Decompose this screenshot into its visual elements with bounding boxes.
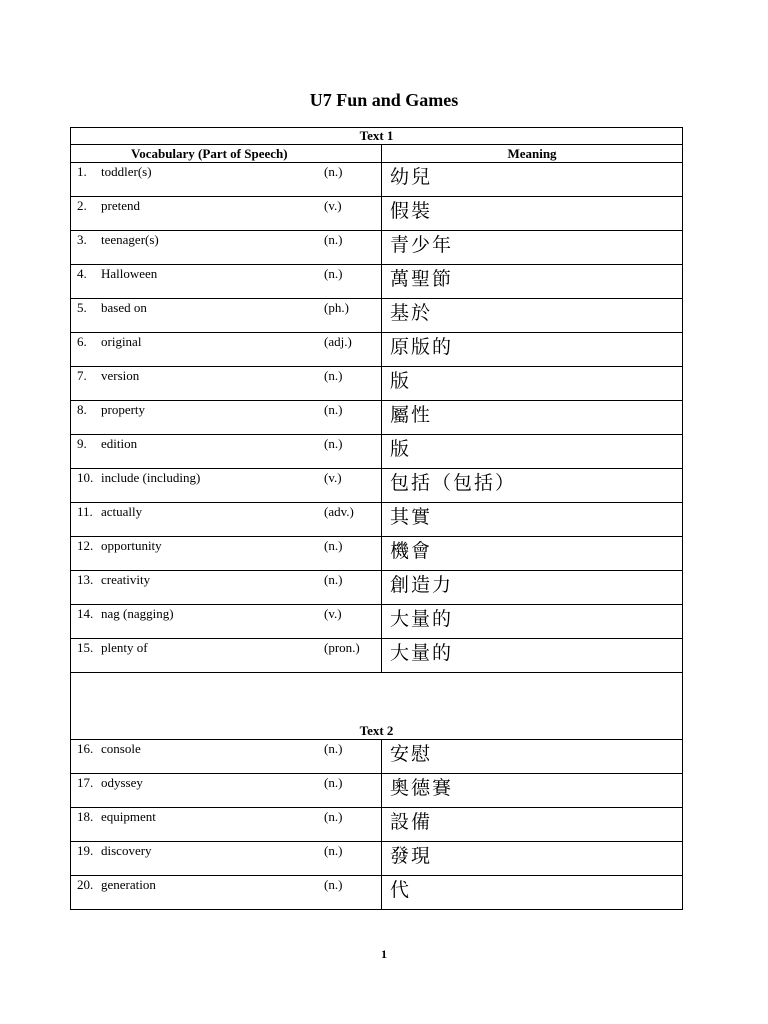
table-row — [71, 808, 683, 842]
vocabulary-cell — [71, 605, 382, 639]
vocabulary-word: pretend — [101, 198, 140, 213]
vocabulary-cell — [71, 367, 382, 401]
vocabulary-word: nag (nagging) — [101, 606, 174, 621]
vocabulary-cell — [71, 401, 382, 435]
meaning-cell — [382, 740, 683, 774]
item-number: 18. — [77, 809, 94, 824]
vocabulary-cell — [71, 299, 382, 333]
vocabulary-cell — [71, 537, 382, 571]
meaning-cell — [382, 299, 683, 333]
vocabulary-cell — [71, 265, 382, 299]
section-title: Text 2 — [71, 723, 683, 740]
table-row — [71, 842, 683, 876]
vocabulary-word: generation — [101, 877, 156, 892]
part-of-speech: (ph.) — [324, 300, 349, 315]
vocabulary-word: equipment — [101, 809, 156, 824]
meaning-cell — [382, 808, 683, 842]
item-number: 20. — [77, 877, 94, 892]
part-of-speech: (v.) — [324, 470, 342, 485]
item-number: 2. — [77, 198, 87, 213]
part-of-speech: (v.) — [324, 606, 342, 621]
part-of-speech: (adv.) — [324, 504, 354, 519]
part-of-speech: (pron.) — [324, 640, 360, 655]
section-header-row — [71, 128, 683, 145]
vocabulary-cell — [71, 740, 382, 774]
meaning-text: 機會 — [390, 540, 433, 562]
meaning-cell — [382, 639, 683, 673]
table-row — [71, 774, 683, 808]
part-of-speech: (adj.) — [324, 334, 352, 349]
meaning-text: 大量的 — [390, 608, 454, 630]
item-number: 9. — [77, 436, 87, 451]
vocabulary-word: discovery — [101, 843, 152, 858]
vocabulary-word: toddler(s) — [101, 164, 152, 179]
meaning-cell — [382, 774, 683, 808]
vocabulary-cell — [71, 163, 382, 197]
vocabulary-word: teenager(s) — [101, 232, 159, 247]
table-row — [71, 571, 683, 605]
table-row — [71, 605, 683, 639]
meaning-cell — [382, 503, 683, 537]
page-number: 1 — [381, 947, 387, 961]
meaning-cell — [382, 469, 683, 503]
vocabulary-word: Halloween — [101, 266, 158, 281]
part-of-speech: (n.) — [324, 877, 343, 892]
meaning-text: 假裝 — [390, 200, 433, 222]
vocabulary-word: include (including) — [101, 470, 201, 485]
meaning-cell — [382, 605, 683, 639]
meaning-text: 其實 — [390, 506, 433, 528]
item-number: 19. — [77, 843, 94, 858]
meaning-text: 奧德賽 — [390, 777, 454, 799]
part-of-speech: (n.) — [324, 775, 343, 790]
column-header-row — [71, 145, 683, 163]
vocabulary-word: property — [101, 402, 146, 417]
vocabulary-cell — [71, 571, 382, 605]
part-of-speech: (n.) — [324, 809, 343, 824]
item-number: 10. — [77, 470, 94, 485]
vocabulary-cell — [71, 808, 382, 842]
part-of-speech: (n.) — [324, 368, 343, 383]
table-row — [71, 469, 683, 503]
table-row — [71, 163, 683, 197]
item-number: 11. — [77, 504, 93, 519]
vocabulary-table — [70, 127, 683, 910]
table-row — [71, 537, 683, 571]
vocabulary-cell — [71, 774, 382, 808]
meaning-cell — [382, 401, 683, 435]
item-number: 16. — [77, 741, 94, 756]
item-number: 12. — [77, 538, 94, 553]
table-row — [71, 401, 683, 435]
meaning-cell — [382, 842, 683, 876]
meaning-cell — [382, 367, 683, 401]
table-row — [71, 876, 683, 910]
meaning-text: 萬聖節 — [390, 268, 454, 290]
part-of-speech: (n.) — [324, 402, 343, 417]
vocabulary-cell — [71, 639, 382, 673]
meaning-cell — [382, 435, 683, 469]
table-row — [71, 333, 683, 367]
vocabulary-cell — [71, 842, 382, 876]
meaning-text: 包括（包括） — [390, 472, 517, 494]
section-spacer — [71, 673, 683, 724]
table-row — [71, 231, 683, 265]
meaning-cell — [382, 537, 683, 571]
vocabulary-word: opportunity — [101, 538, 162, 553]
vocabulary-cell — [71, 197, 382, 231]
vocabulary-word: plenty of — [101, 640, 148, 655]
vocabulary-word: actually — [101, 504, 143, 519]
meaning-text: 原版的 — [390, 336, 454, 358]
section-header-row — [71, 723, 683, 740]
meaning-cell — [382, 197, 683, 231]
vocabulary-word: odyssey — [101, 775, 143, 790]
vocabulary-cell — [71, 876, 382, 910]
table-row — [71, 299, 683, 333]
meaning-text: 設備 — [390, 811, 433, 833]
vocabulary-cell — [71, 503, 382, 537]
item-number: 17. — [77, 775, 94, 790]
table-row — [71, 740, 683, 774]
meaning-text: 安慰 — [390, 743, 433, 765]
meaning-text: 版 — [390, 370, 412, 392]
meaning-text: 大量的 — [390, 642, 454, 664]
item-number: 4. — [77, 266, 87, 281]
item-number: 5. — [77, 300, 87, 315]
table-row — [71, 435, 683, 469]
meaning-text: 青少年 — [390, 234, 454, 256]
meaning-cell — [382, 231, 683, 265]
meaning-text: 發現 — [390, 845, 433, 867]
item-number: 14. — [77, 606, 94, 621]
part-of-speech: (n.) — [324, 164, 343, 179]
item-number: 6. — [77, 334, 87, 349]
page-title: U7 Fun and Games — [309, 90, 459, 110]
meaning-text: 版 — [390, 438, 412, 460]
meaning-text: 創造力 — [390, 574, 454, 596]
vocabulary-cell — [71, 469, 382, 503]
item-number: 13. — [77, 572, 94, 587]
part-of-speech: (n.) — [324, 232, 343, 247]
item-number: 3. — [77, 232, 87, 247]
column-header-meaning: Meaning — [382, 145, 683, 163]
part-of-speech: (v.) — [324, 198, 342, 213]
meaning-cell — [382, 571, 683, 605]
part-of-speech: (n.) — [324, 843, 343, 858]
meaning-text: 幼兒 — [390, 166, 433, 188]
vocabulary-cell — [71, 231, 382, 265]
meaning-cell — [382, 876, 683, 910]
vocabulary-word: based on — [101, 300, 147, 315]
table-row — [71, 367, 683, 401]
table-row — [71, 639, 683, 673]
meaning-text: 基於 — [390, 302, 433, 324]
vocabulary-word: creativity — [101, 572, 151, 587]
meaning-text: 代 — [390, 879, 412, 901]
item-number: 8. — [77, 402, 87, 417]
item-number: 15. — [77, 640, 94, 655]
column-header-vocabulary: Vocabulary (Part of Speech) — [71, 145, 382, 163]
item-number: 7. — [77, 368, 87, 383]
part-of-speech: (n.) — [324, 436, 343, 451]
part-of-speech: (n.) — [324, 572, 343, 587]
meaning-cell — [382, 163, 683, 197]
meaning-text: 屬性 — [390, 404, 433, 426]
section-spacer-row — [71, 673, 683, 724]
meaning-cell — [382, 265, 683, 299]
part-of-speech: (n.) — [324, 741, 343, 756]
vocabulary-word: console — [101, 741, 141, 756]
vocabulary-cell — [71, 333, 382, 367]
table-row — [71, 265, 683, 299]
vocabulary-cell — [71, 435, 382, 469]
meaning-cell — [382, 333, 683, 367]
vocabulary-word: version — [101, 368, 140, 383]
item-number: 1. — [77, 164, 87, 179]
part-of-speech: (n.) — [324, 538, 343, 553]
vocabulary-word: edition — [101, 436, 138, 451]
table-row — [71, 503, 683, 537]
part-of-speech: (n.) — [324, 266, 343, 281]
vocabulary-word: original — [101, 334, 142, 349]
section-title: Text 1 — [71, 128, 683, 145]
table-row — [71, 197, 683, 231]
